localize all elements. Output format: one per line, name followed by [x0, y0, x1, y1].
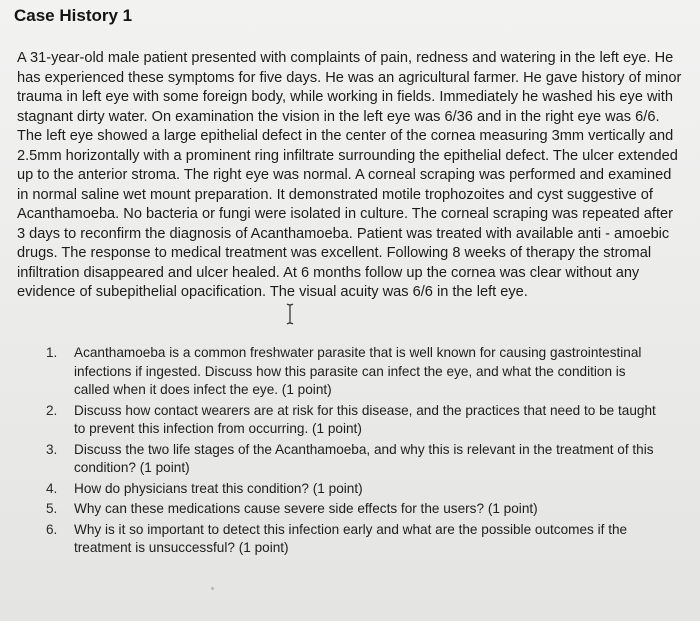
- list-item: [46, 344, 658, 400]
- case-description: A 31-year-old male patient presented with complaints of pain, redness and watering in the left eye. He has experienced these symptoms for five days. He was an agricultural farmer. He gave history of minor trauma in left eye with some foreign body, while working in fields. Immediately he washed his eye with stagnant dirty water. On examination the vision in the left eye was 6/36 and in the right eye was 6/6. The left eye showed a large epithelial defect in the center of the cornea measuring 3mm vertically and 2.5mm horizontally with a prominent ring infiltrate surrounding the epithelial defect. The ulcer extended up to the anterior stroma. The right eye was normal. A corneal scraping was performed and examined in normal saline wet mount preparation. It demonstrated motile trophozoites and cyst suggestive of Acanthamoeba. No bacteria or fungi were isolated in culture. The corneal scraping was repeated after 3 days to reconfirm the diagnosis of Acanthamoeba. Patient was treated with available anti - amoebic drugs. The response to medical treatment was excellent. Following 8 weeks of therapy the stromal infiltration disappeared and ulcer healed. At 6 months follow up the cornea was clear without any evidence of subepithelial opacification. The visual acuity was 6/6 in the left eye.: [17, 50, 682, 300]
- question-number: 2.: [46, 402, 58, 418]
- question-number: 6.: [46, 521, 58, 537]
- page-title: Case History 1: [14, 6, 133, 25]
- question-number: 3.: [46, 441, 58, 457]
- question-number: 4.: [46, 480, 58, 496]
- question-text: How do physicians treat this condition? (1 point): [74, 480, 363, 496]
- question-text: Discuss the two life stages of the Acanthamoeba, and why this is relevant in the treatment of this condition? (1 point): [74, 441, 654, 475]
- list-item: [46, 441, 658, 478]
- speck: [211, 587, 214, 590]
- list-item: [46, 500, 658, 519]
- question-list: [46, 344, 658, 560]
- question-text: Discuss how contact wearers are at risk for this disease, and the practices that need to be taught to prevent this infection from occurring. (1 point): [74, 402, 656, 436]
- question-text: Why can these medications cause severe side effects for the users? (1 point): [74, 501, 538, 516]
- list-item: [46, 521, 658, 558]
- list-item: [46, 480, 658, 499]
- text-cursor-icon: [286, 303, 294, 325]
- question-text: Acanthamoeba is a common freshwater parasite that is well known for causing gastrointestinal infections if ingested. Discuss how this parasite can infect the eye, and what the condition is called when it does infect the eye. (1 point): [74, 345, 642, 397]
- question-number: 1.: [46, 345, 58, 360]
- list-item: [46, 402, 658, 439]
- question-text: Why is it so important to detect this infection early and what are the possible outcomes if the treatment is unsuccessful? (1 point): [74, 521, 628, 555]
- question-number: 5.: [46, 501, 58, 516]
